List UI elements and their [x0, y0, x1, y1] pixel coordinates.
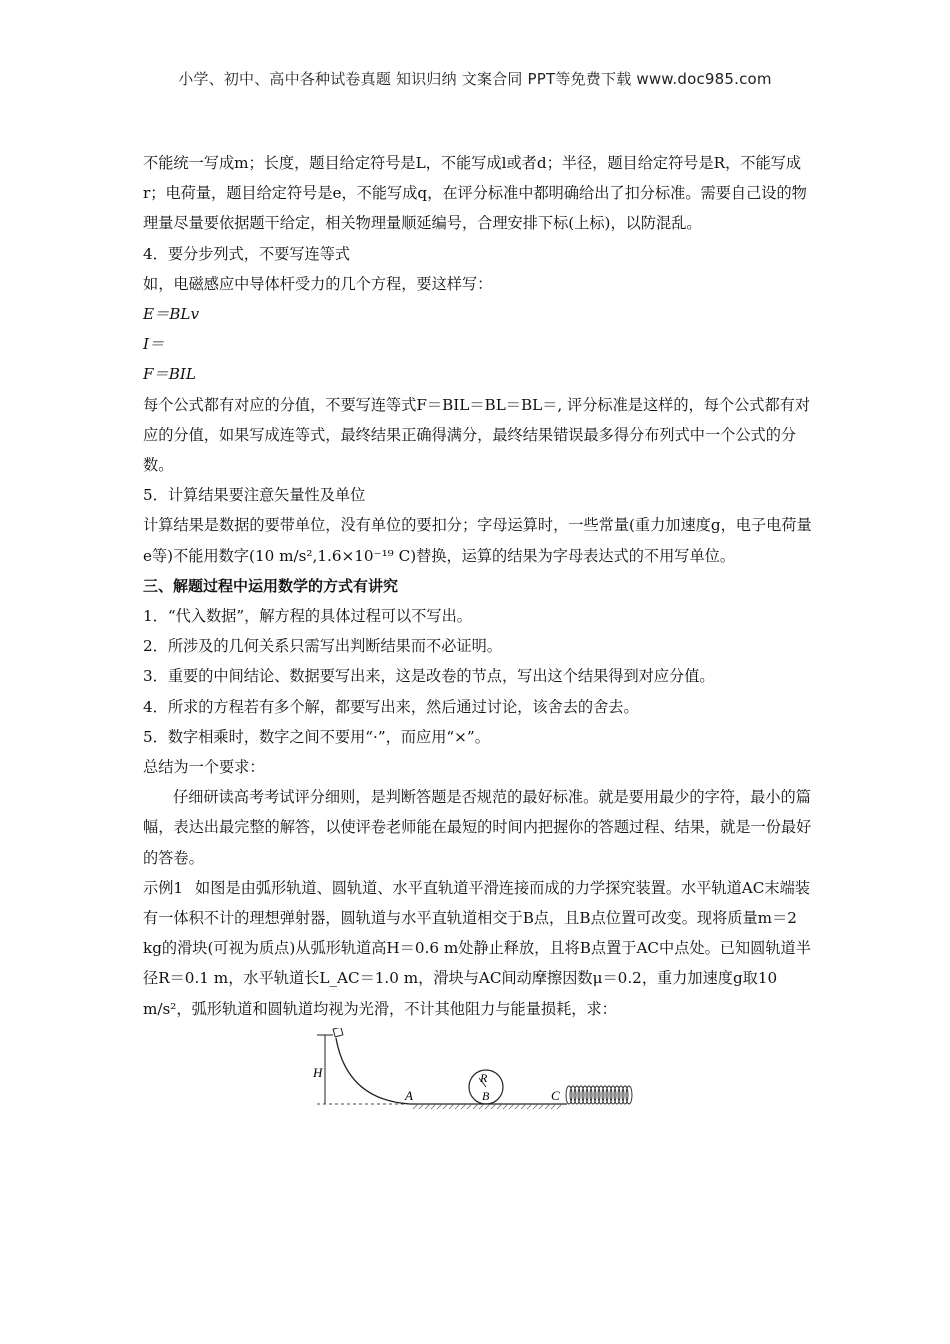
- list-item-5: 5．数字相乘时，数字之间不要用“·”，而应用“×”。: [143, 727, 490, 746]
- equation-current: I＝: [143, 335, 165, 354]
- equation-emf: E＝BLv: [143, 305, 200, 324]
- section-heading-math: 三、解题过程中运用数学的方式有讲究: [143, 576, 399, 595]
- example-paragraph: [143, 873, 819, 1024]
- track-diagram: [143, 1024, 819, 1120]
- label-B: B: [482, 1088, 490, 1103]
- equation-force: F＝BIL: [143, 365, 196, 384]
- label-C: C: [551, 1087, 560, 1103]
- page-header: 小学、初中、高中各种试卷真题 知识归纳 文案合同 PPT等免费下载 www.doc985.com: [178, 70, 772, 88]
- spring-launcher: [566, 1086, 632, 1104]
- document-body: [143, 148, 819, 1120]
- example-label: 示例1: [143, 878, 184, 897]
- track-diagram-svg: [305, 1028, 645, 1118]
- summary-paragraph: 仔细研读高考考试评分细则，是判断答题是否规范的最好标准。就是要用最少的字符，最小的篇幅，表达出最完整的解答，以使评卷老师能在最短的时间内把握你的答题过程、结果，就是一份最好的答卷。: [143, 788, 812, 867]
- label-H: H: [313, 1064, 323, 1080]
- label-A: A: [405, 1087, 413, 1103]
- list-item-1: 1．“代入数据”，解方程的具体过程可以不写出。: [143, 607, 472, 626]
- example-text: 如图是由弧形轨道、圆轨道、水平直轨道平滑连接而成的力学探究装置。水平轨道AC末端装有一体积不计的理想弹射器，圆轨道与水平直轨道相交于B点，且B点位置可改变。现将质量m＝2 kg的滑块(可视为质点)从弧形轨道高H＝0.6 m处静止释放，且将B点置于AC中点处。已知圆轨道半径R＝0.1 m，水平轨道长L_AC＝1.0 m，滑块与AC间动摩擦因数μ＝0.2，重力加速度g取10 m/s²，弧形轨道和圆轨道均视为光滑，不计其他阻力与能量损耗，求：: [143, 878, 811, 1018]
- paragraph-example-intro: 如，电磁感应中导体杆受力的几个方程，要这样写：: [143, 274, 493, 293]
- list-item-4: 4．所求的方程若有多个解，都要写出来，然后通过讨论，该舍去的舍去。: [143, 697, 639, 716]
- list-item-2: 2．所涉及的几何关系只需写出判断结果而不必证明。: [143, 637, 502, 656]
- slider-block: [333, 1028, 343, 1037]
- paragraph-units: 计算结果是数据的要带单位，没有单位的要扣分；字母运算时，一些常量(重力加速度g，电子电荷量e等)不能用数字(10 m/s²,1.6×10⁻¹⁹ C)替换，运算的结果为字母表达式的不用写单位。: [143, 516, 812, 565]
- label-R: R: [480, 1070, 488, 1085]
- paragraph-symbols: 不能统一写成m；长度，题目给定符号是L，不能写成l或者d；半径，题目给定符号是R，不能写成r；电荷量，题目给定符号是e，不能写成q，在评分标准中都明确给出了扣分标准。需要自己设的物理量尽量要依据题干给定，相关物理量顺延编号，合理安排下标(上标)，以防混乱。: [143, 154, 807, 233]
- heading-units: 5．计算结果要注意矢量性及单位: [143, 486, 366, 505]
- ground-hatching: [413, 1104, 562, 1109]
- arc-track: [336, 1038, 410, 1104]
- summary-title: 总结为一个要求：: [143, 758, 265, 777]
- list-item-3: 3．重要的中间结论、数据要写出来，这是改卷的节点，写出这个结果得到对应分值。: [143, 667, 715, 686]
- paragraph-scoring: 每个公式都有对应的分值，不要写连等式F＝BIL＝BL＝BL＝, 评分标准是这样的，每个公式都有对应的分值，如果写成连等式，最终结果正确得满分，最终结果错误最多得分布列式中一个公式的分数。: [143, 395, 811, 475]
- heading-step-equations: 4．要分步列式，不要写连等式: [143, 244, 351, 263]
